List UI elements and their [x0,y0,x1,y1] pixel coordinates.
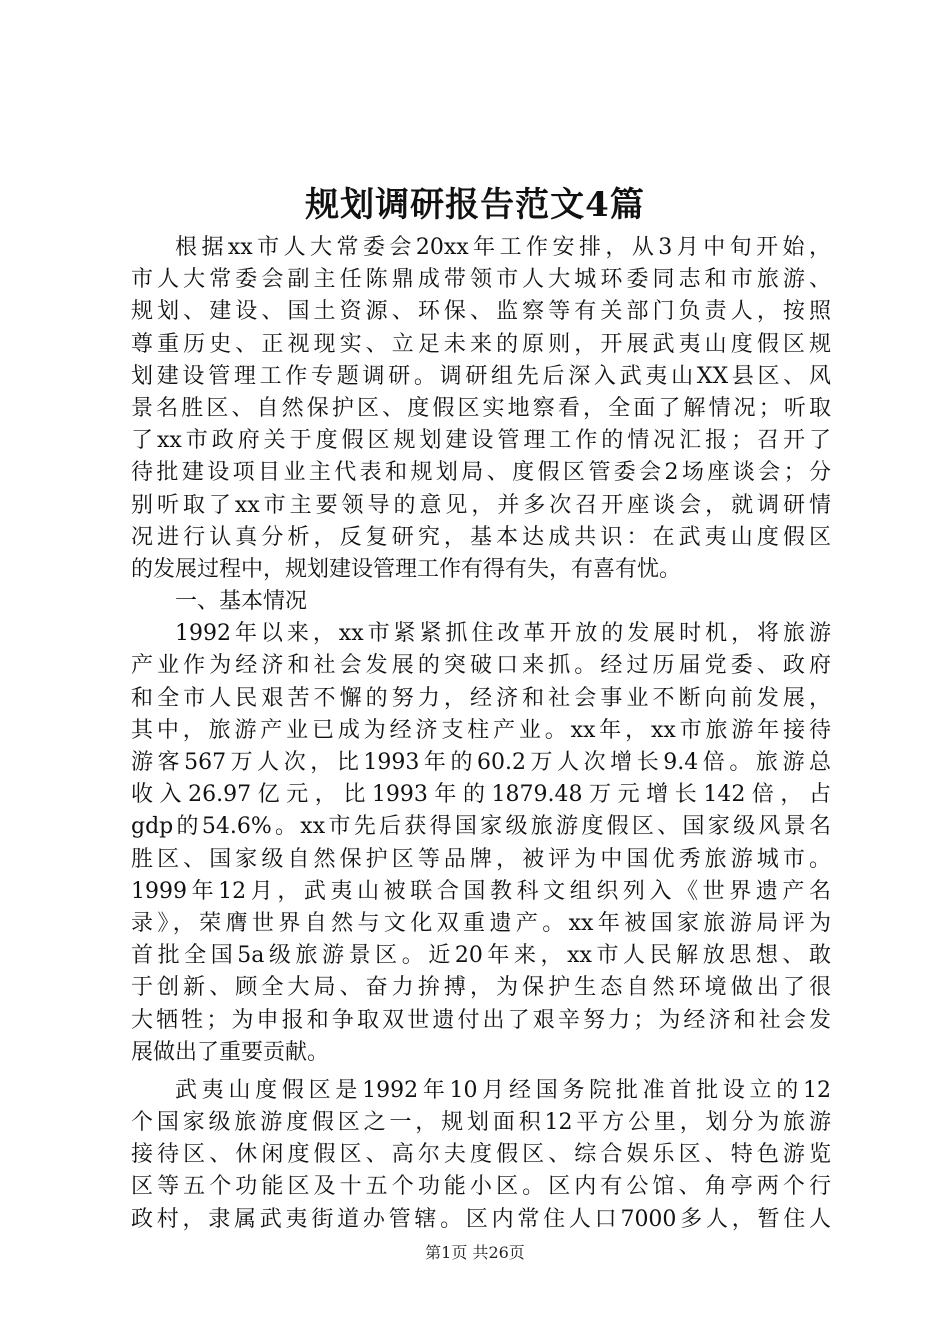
text-line: 首批全国5a级旅游景区。近20年来，xx市人民解放思想、敢 [131,943,831,969]
text-line: 根据xx市人大常委会20xx年工作安排，从3月中旬开始， [175,235,831,260]
text-line: 武夷山度假区是1992年10月经国务院批准首批设立的12 [175,1077,831,1103]
text-line: 区等五个功能区及十五个功能小区。区内有公馆、角亭两个行 [131,1174,831,1200]
text-line: 录》，荣膺世界自然与文化双重遗产。xx年被国家旅游局评为 [131,910,831,936]
text-line: 景名胜区、自然保护区、度假区实地察看，全面了解情况；听取 [131,395,831,421]
text-line: 游客567万人次，比1993年的60.2万人次增长9.4倍。旅游总 [131,750,831,775]
text-line: 了xx市政府关于度假区规划建设管理工作的情况汇报；召开了 [131,428,831,454]
text-line: 况进行认真分析，反复研究，基本达成共识：在武夷山度假区 [131,524,831,550]
text-line: 展做出了重要贡献。 [131,1039,330,1065]
text-line: 别听取了xx市主要领导的意见，并多次召开座谈会，就调研情 [131,492,831,518]
text-line: 胜区、国家级自然保护区等品牌，被评为中国优秀旅游城市。 [131,846,831,872]
paragraph-resort [131,1075,831,1236]
text-line: 划建设管理工作专题调研。调研组先后深入武夷山XX县区、风 [131,363,831,389]
text-line: 接待区、休闲度假区、高尔夫度假区、综合娱乐区、特色游览 [131,1142,831,1168]
text-line: 于创新、顾全大局、奋力拚搏，为保护生态自然环境做出了很 [131,975,831,1001]
text-line: 规划、建设、国土资源、环保、监察等有关部门负责人，按照 [131,299,831,325]
page-footer: 第1页 共26页 [425,1243,525,1262]
text-line: 产业作为经济和社会发展的突破口来抓。经过历届党委、政府 [131,653,831,679]
text-line: 政村，隶属武夷街道办管辖。区内常住人口7000多人，暂住人 [131,1206,831,1232]
paragraph-intro [131,232,831,586]
paragraph-basic-info [131,618,831,1069]
text-line: 和全市人民艰苦不懈的努力，经济和社会事业不断向前发展， [131,685,831,711]
text-line: 收入26.97亿元，比1993年的1879.48万元增长142倍，占 [131,782,831,808]
text-line: 1999年12月，武夷山被联合国教科文组织列入《世界遗产名 [131,878,831,904]
text-line: 大牺牲；为申报和争取双世遗付出了艰辛努力；为经济和社会发 [131,1007,831,1033]
text-line: 个国家级旅游度假区之一，规划面积12平方公里，划分为旅游 [131,1110,831,1136]
section-heading: 一、基本情况 [175,589,308,615]
text-line: 其中，旅游产业已成为经济支柱产业。xx年，xx市旅游年接待 [131,717,831,743]
text-line: 尊重历史、正视现实、立足未来的原则，开展武夷山度假区规 [131,331,831,357]
text-line: 市人大常委会副主任陈鼎成带领市人大城环委同志和市旅游、 [131,267,831,293]
text-line: 的发展过程中，规划建设管理工作有得有失，有喜有忧。 [131,556,682,582]
text-line: 待批建设项目业主代表和规划局、度假区管委会2场座谈会；分 [131,460,831,486]
text-line: 1992年以来，xx市紧紧抓住改革开放的发展时机，将旅游 [175,621,831,647]
document-title: 规划调研报告范文4篇 [305,185,645,225]
text-line: gdp的54.6%。xx市先后获得国家级旅游度假区、国家级风景名 [131,814,831,840]
document-body [131,232,831,1236]
